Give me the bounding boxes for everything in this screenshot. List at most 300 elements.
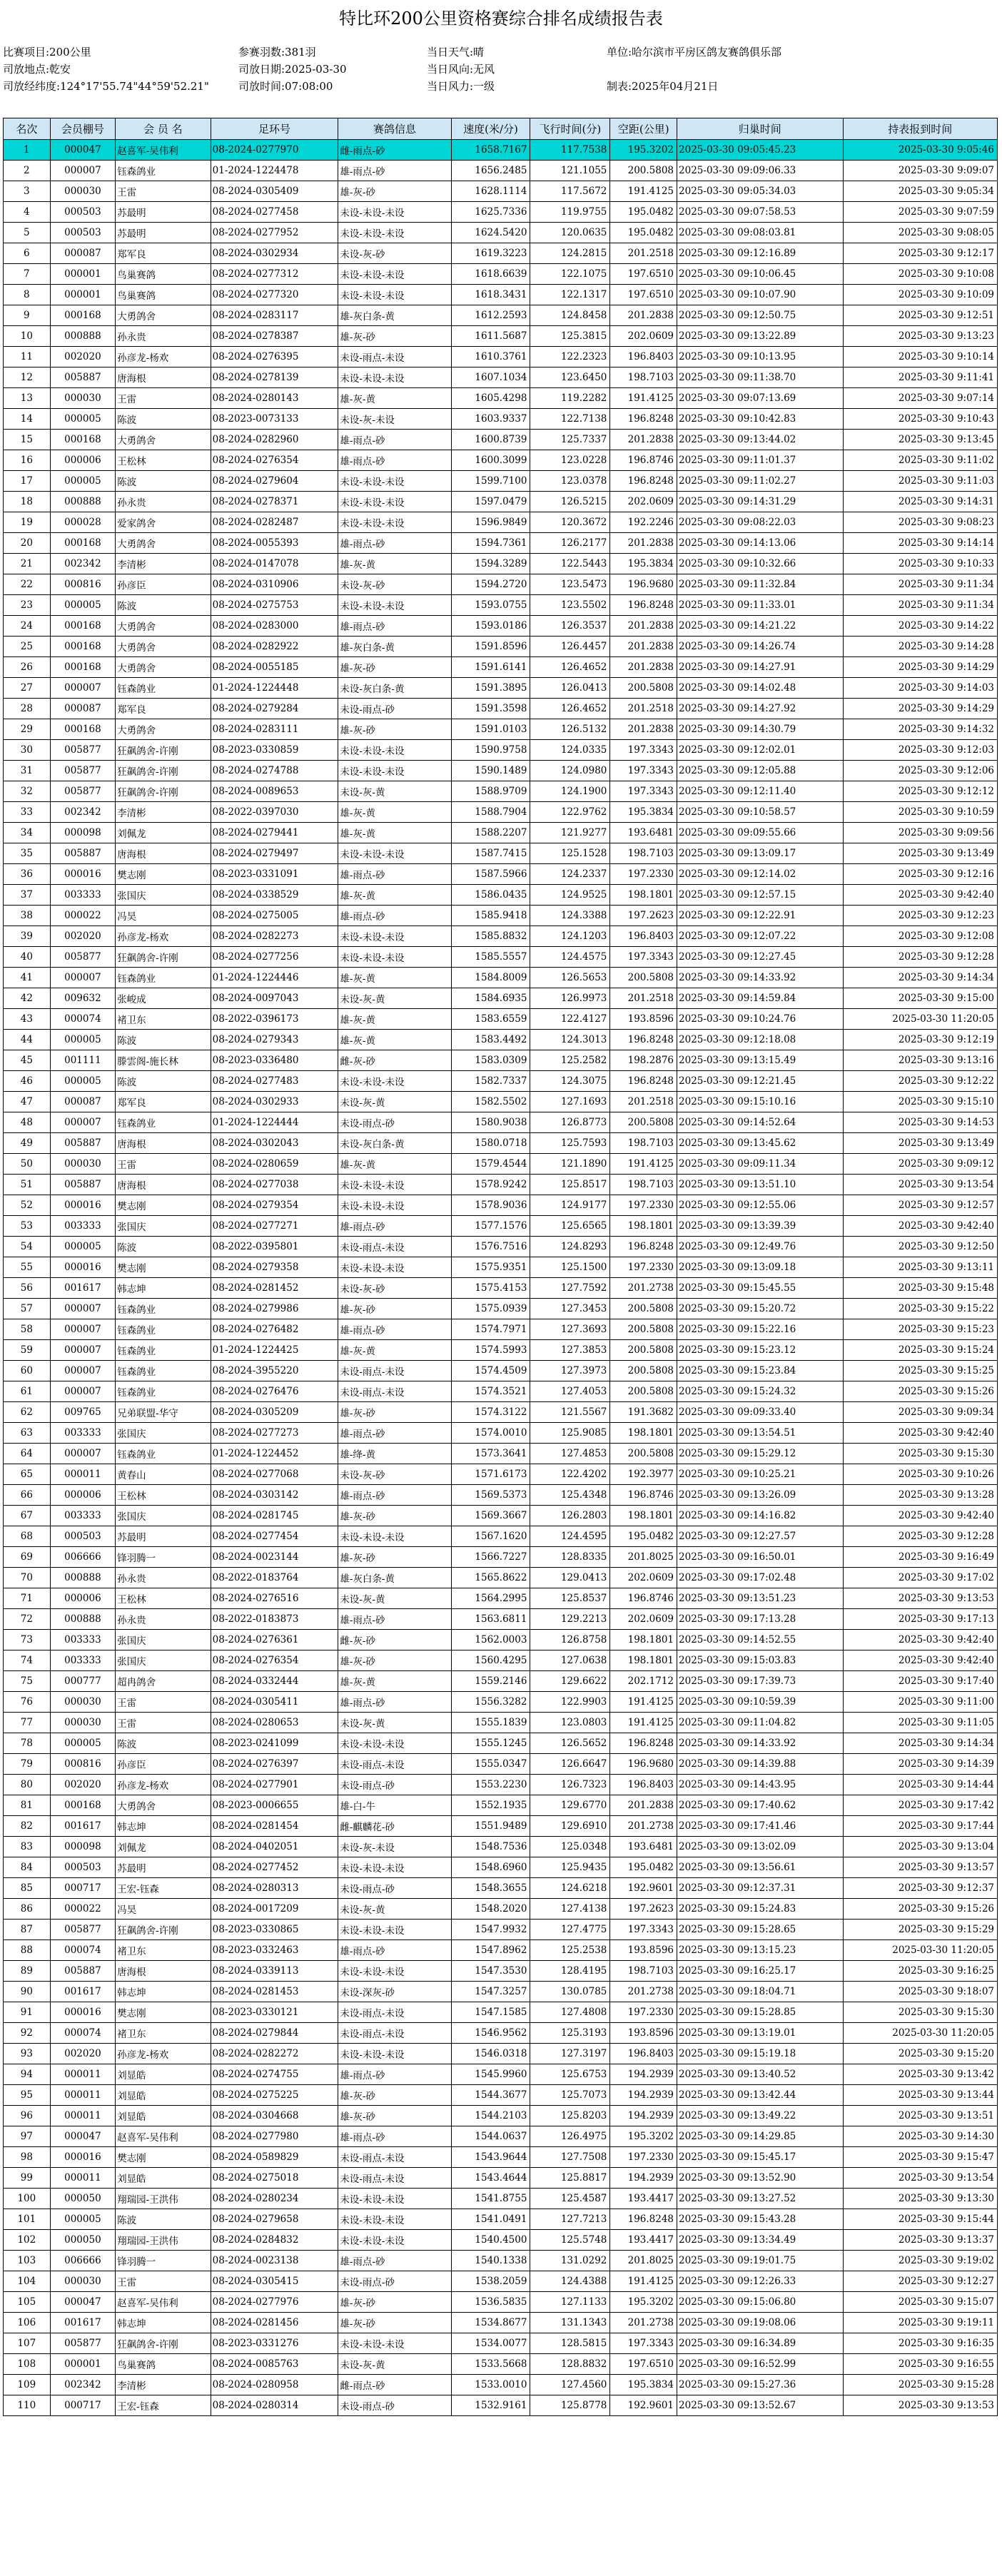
- rank-cell: 12: [4, 367, 51, 388]
- arrival-cell: 2025-03-30 09:11:02.27: [677, 471, 844, 492]
- distance-cell: 197.2330: [610, 1257, 677, 1278]
- distance-cell: 196.8248: [610, 409, 677, 430]
- info-row-1: [3, 43, 995, 60]
- col-member-header: 会 员 名: [116, 118, 211, 140]
- col-arrival-header: 归巢时间: [677, 118, 844, 140]
- arrival-cell: 2025-03-30 09:13:42.44: [677, 2085, 844, 2106]
- member-cell: 狂飙鸽舍-许刚: [116, 761, 211, 781]
- loft-cell: 000168: [50, 430, 116, 450]
- speed-cell: 1547.1585: [451, 2002, 530, 2023]
- table-row: [4, 1071, 998, 1092]
- distance-cell: 195.3834: [610, 2375, 677, 2395]
- flight-time-cell: 124.4595: [530, 1526, 610, 1547]
- flight-time-cell: 126.5215: [530, 492, 610, 512]
- distance-cell: 200.5808: [610, 1381, 677, 1402]
- loft-cell: 000022: [50, 906, 116, 926]
- col-pigeon-info-header: 赛鸽信息: [338, 118, 451, 140]
- loft-cell: 005877: [50, 740, 116, 761]
- rank-cell: 53: [4, 1216, 51, 1237]
- pigeon-info-cell: 未设-雨点-未设: [338, 2147, 451, 2168]
- table-row: [4, 864, 998, 885]
- flight-time-cell: 125.9435: [530, 1857, 610, 1878]
- speed-cell: 1591.0103: [451, 719, 530, 740]
- report-cell: 2025-03-30 9:15:22: [843, 1299, 997, 1319]
- rank-cell: 33: [4, 802, 51, 823]
- loft-cell: 001617: [50, 1982, 116, 2002]
- loft-cell: 000503: [50, 223, 116, 243]
- speed-cell: 1541.8755: [451, 2189, 530, 2209]
- arrival-cell: 2025-03-30 09:12:22.91: [677, 906, 844, 926]
- report-cell: 2025-03-30 9:15:30: [843, 2002, 997, 2023]
- pigeon-info-cell: 雄-雨点-砂: [338, 1485, 451, 1506]
- arrival-cell: 2025-03-30 09:13:34.49: [677, 2230, 844, 2251]
- report-cell: 2025-03-30 9:15:10: [843, 1092, 997, 1112]
- table-row: [4, 1630, 998, 1650]
- ring-cell: 08-2024-0275753: [211, 595, 338, 616]
- loft-cell: 009632: [50, 988, 116, 1009]
- flight-time-cell: 127.3693: [530, 1319, 610, 1340]
- ring-cell: 08-2024-0023144: [211, 1547, 338, 1568]
- pigeon-info-cell: 雄-灰-黄: [338, 968, 451, 988]
- member-cell: 王雷: [116, 388, 211, 409]
- arrival-cell: 2025-03-30 09:12:50.75: [677, 305, 844, 326]
- report-cell: 2025-03-30 9:11:03: [843, 471, 997, 492]
- loft-cell: 001617: [50, 2313, 116, 2333]
- member-cell: 王松林: [116, 1588, 211, 1609]
- arrival-cell: 2025-03-30 09:15:06.80: [677, 2292, 844, 2313]
- member-cell: 赵喜军-吴伟利: [116, 2292, 211, 2313]
- pigeon-info-cell: 未设-雨点-未设: [338, 347, 451, 367]
- speed-cell: 1538.2059: [451, 2271, 530, 2292]
- distance-cell: 200.5808: [610, 1319, 677, 1340]
- rank-cell: 32: [4, 781, 51, 802]
- report-cell: 2025-03-30 9:12:27: [843, 2271, 997, 2292]
- report-cell: 2025-03-30 9:15:25: [843, 1361, 997, 1381]
- loft-cell: 009765: [50, 1402, 116, 1423]
- pigeon-info-cell: 雄-灰-黄: [338, 1340, 451, 1361]
- rank-cell: 77: [4, 1713, 51, 1733]
- distance-cell: 193.6481: [610, 823, 677, 843]
- loft-cell: 000011: [50, 2064, 116, 2085]
- report-cell: 2025-03-30 9:13:30: [843, 2189, 997, 2209]
- loft-cell: 000503: [50, 1526, 116, 1547]
- member-cell: 鸟巢赛鸽: [116, 264, 211, 285]
- loft-cell: 000016: [50, 1195, 116, 1216]
- distance-cell: 201.2518: [610, 1092, 677, 1112]
- report-cell: 2025-03-30 9:13:49: [843, 843, 997, 864]
- speed-cell: 1560.4295: [451, 1650, 530, 1671]
- ring-cell: 08-2024-0280313: [211, 1878, 338, 1899]
- table-row: [4, 1299, 998, 1319]
- rank-cell: 24: [4, 616, 51, 637]
- rank-cell: 8: [4, 285, 51, 305]
- report-cell: 2025-03-30 9:13:54: [843, 1175, 997, 1195]
- loft-cell: 000098: [50, 1837, 116, 1857]
- pigeon-info-cell: 未设-未设-未设: [338, 492, 451, 512]
- report-cell: 2025-03-30 9:15:30: [843, 1444, 997, 1464]
- loft-cell: 000888: [50, 1568, 116, 1588]
- pigeon-info-cell: 雄-灰-砂: [338, 181, 451, 202]
- flight-time-cell: 125.6753: [530, 2064, 610, 2085]
- speed-cell: 1555.0347: [451, 1754, 530, 1775]
- distance-cell: 198.1801: [610, 1423, 677, 1444]
- rank-cell: 72: [4, 1609, 51, 1630]
- speed-cell: 1552.1935: [451, 1795, 530, 1816]
- member-cell: 苏最明: [116, 1526, 211, 1547]
- arrival-cell: 2025-03-30 09:13:54.51: [677, 1423, 844, 1444]
- ring-cell: 01-2024-1224478: [211, 161, 338, 181]
- report-cell: 2025-03-30 9:12:23: [843, 906, 997, 926]
- distance-cell: 201.8025: [610, 1547, 677, 1568]
- table-row: [4, 471, 998, 492]
- speed-cell: 1583.0309: [451, 1050, 530, 1071]
- flight-time-cell: 123.0803: [530, 1713, 610, 1733]
- arrival-cell: 2025-03-30 09:11:38.70: [677, 367, 844, 388]
- pigeon-info-cell: 未设-灰-砂: [338, 1464, 451, 1485]
- member-cell: 樊志刚: [116, 1195, 211, 1216]
- ring-cell: 08-2024-0275225: [211, 2085, 338, 2106]
- loft-cell: 000005: [50, 2209, 116, 2230]
- distance-cell: 202.0609: [610, 492, 677, 512]
- pigeon-info-cell: 雄-雨点-砂: [338, 906, 451, 926]
- arrival-cell: 2025-03-30 09:12:18.08: [677, 1030, 844, 1050]
- loft-cell: 000047: [50, 2292, 116, 2313]
- ring-cell: 08-2024-0274788: [211, 761, 338, 781]
- table-row: [4, 1112, 998, 1133]
- table-row: [4, 2064, 998, 2085]
- ring-cell: 08-2024-0276397: [211, 1754, 338, 1775]
- distance-cell: 201.2838: [610, 1795, 677, 1816]
- arrival-cell: 2025-03-30 09:15:24.32: [677, 1381, 844, 1402]
- info-release-time: 司放时间:07:08:00: [238, 80, 333, 93]
- member-cell: 狂飙鸽舍-许刚: [116, 781, 211, 802]
- arrival-cell: 2025-03-30 09:05:34.03: [677, 181, 844, 202]
- flight-time-cell: 125.8817: [530, 2168, 610, 2189]
- pigeon-info-cell: 雄-灰白条-黄: [338, 305, 451, 326]
- arrival-cell: 2025-03-30 09:14:33.92: [677, 968, 844, 988]
- rank-cell: 30: [4, 740, 51, 761]
- flight-time-cell: 124.1900: [530, 781, 610, 802]
- member-cell: 樊志刚: [116, 1257, 211, 1278]
- flight-time-cell: 125.8517: [530, 1175, 610, 1195]
- table-row: [4, 2044, 998, 2064]
- flight-time-cell: 128.4195: [530, 1961, 610, 1982]
- speed-cell: 1628.1114: [451, 181, 530, 202]
- flight-time-cell: 122.9762: [530, 802, 610, 823]
- distance-cell: 198.2876: [610, 1050, 677, 1071]
- speed-cell: 1547.3257: [451, 1982, 530, 2002]
- flight-time-cell: 117.5672: [530, 181, 610, 202]
- report-cell: 2025-03-30 9:14:29: [843, 657, 997, 678]
- distance-cell: 196.8248: [610, 1237, 677, 1257]
- table-row: [4, 533, 998, 554]
- speed-cell: 1599.7100: [451, 471, 530, 492]
- rank-cell: 90: [4, 1982, 51, 2002]
- distance-cell: 196.9680: [610, 1754, 677, 1775]
- table-row: [4, 450, 998, 471]
- flight-time-cell: 124.2815: [530, 243, 610, 264]
- loft-cell: 000011: [50, 2085, 116, 2106]
- member-cell: 褚卫东: [116, 1940, 211, 1961]
- report-cell: 2025-03-30 9:17:40: [843, 1671, 997, 1692]
- pigeon-info-cell: 未设-未设-未设: [338, 264, 451, 285]
- rank-cell: 40: [4, 947, 51, 968]
- flight-time-cell: 128.5815: [530, 2333, 610, 2354]
- arrival-cell: 2025-03-30 09:13:09.17: [677, 843, 844, 864]
- ring-cell: 08-2024-0277452: [211, 1857, 338, 1878]
- member-cell: 张峻成: [116, 988, 211, 1009]
- speed-cell: 1534.0077: [451, 2333, 530, 2354]
- arrival-cell: 2025-03-30 09:10:25.21: [677, 1464, 844, 1485]
- member-cell: 钰森鸽业: [116, 1444, 211, 1464]
- table-row: [4, 1609, 998, 1630]
- flight-time-cell: 126.4652: [530, 657, 610, 678]
- table-row: [4, 2168, 998, 2189]
- arrival-cell: 2025-03-30 09:13:02.09: [677, 1837, 844, 1857]
- flight-time-cell: 125.4348: [530, 1485, 610, 1506]
- pigeon-info-cell: 未设-未设-未设: [338, 1175, 451, 1195]
- arrival-cell: 2025-03-30 09:13:15.49: [677, 1050, 844, 1071]
- distance-cell: 197.6510: [610, 264, 677, 285]
- flight-time-cell: 123.0378: [530, 471, 610, 492]
- table-row: [4, 1444, 998, 1464]
- pigeon-info-cell: 雄-灰-黄: [338, 554, 451, 574]
- loft-cell: 000030: [50, 388, 116, 409]
- table-row: [4, 1030, 998, 1050]
- report-cell: 2025-03-30 9:42:40: [843, 885, 997, 906]
- arrival-cell: 2025-03-30 09:16:50.01: [677, 1547, 844, 1568]
- speed-cell: 1625.7336: [451, 202, 530, 223]
- table-row: [4, 1961, 998, 1982]
- ring-cell: 08-2024-0279844: [211, 2023, 338, 2044]
- flight-time-cell: 122.1317: [530, 285, 610, 305]
- arrival-cell: 2025-03-30 09:14:30.79: [677, 719, 844, 740]
- member-cell: 狂飙鸽舍-许刚: [116, 947, 211, 968]
- loft-cell: 005887: [50, 1175, 116, 1195]
- speed-cell: 1582.7337: [451, 1071, 530, 1092]
- table-row: [4, 1754, 998, 1775]
- table-row: [4, 1733, 998, 1754]
- arrival-cell: 2025-03-30 09:15:10.16: [677, 1092, 844, 1112]
- speed-cell: 1547.3530: [451, 1961, 530, 1982]
- report-cell: 2025-03-30 9:14:53: [843, 1112, 997, 1133]
- loft-cell: 000777: [50, 1671, 116, 1692]
- rank-cell: 88: [4, 1940, 51, 1961]
- member-cell: 钰森鸽业: [116, 1381, 211, 1402]
- rank-cell: 9: [4, 305, 51, 326]
- arrival-cell: 2025-03-30 09:13:52.67: [677, 2395, 844, 2416]
- member-cell: 陈波: [116, 595, 211, 616]
- rank-cell: 38: [4, 906, 51, 926]
- loft-cell: 000816: [50, 574, 116, 595]
- loft-cell: 000016: [50, 2002, 116, 2023]
- report-cell: 2025-03-30 9:18:07: [843, 1982, 997, 2002]
- pigeon-info-cell: 雄-灰-黄: [338, 1009, 451, 1030]
- member-cell: 李清彬: [116, 2375, 211, 2395]
- speed-cell: 1543.4644: [451, 2168, 530, 2189]
- member-cell: 张国庆: [116, 1506, 211, 1526]
- loft-cell: 006666: [50, 2251, 116, 2271]
- pigeon-info-cell: 雄-灰-砂: [338, 326, 451, 347]
- distance-cell: 197.3343: [610, 740, 677, 761]
- table-row: [4, 1257, 998, 1278]
- speed-cell: 1532.9161: [451, 2395, 530, 2416]
- pigeon-info-cell: 未设-灰-未设: [338, 409, 451, 430]
- speed-cell: 1588.9709: [451, 781, 530, 802]
- member-cell: 唐海根: [116, 843, 211, 864]
- table-row: [4, 802, 998, 823]
- table-row: [4, 1319, 998, 1340]
- report-cell: 2025-03-30 9:08:05: [843, 223, 997, 243]
- speed-cell: 1593.0755: [451, 595, 530, 616]
- distance-cell: 194.2939: [610, 2168, 677, 2189]
- flight-time-cell: 125.7593: [530, 1133, 610, 1154]
- flight-time-cell: 127.4053: [530, 1381, 610, 1402]
- distance-cell: 191.4125: [610, 2271, 677, 2292]
- arrival-cell: 2025-03-30 09:13:40.52: [677, 2064, 844, 2085]
- report-cell: 2025-03-30 9:16:25: [843, 1961, 997, 1982]
- distance-cell: 198.7103: [610, 1133, 677, 1154]
- ring-cell: 08-2024-0055185: [211, 657, 338, 678]
- flight-time-cell: 127.7592: [530, 1278, 610, 1299]
- ring-cell: 08-2024-0085763: [211, 2354, 338, 2375]
- loft-cell: 002020: [50, 1775, 116, 1795]
- distance-cell: 196.8746: [610, 1485, 677, 1506]
- pigeon-info-cell: 雄-灰-黄: [338, 823, 451, 843]
- member-cell: 孙彦龙-杨欢: [116, 926, 211, 947]
- speed-cell: 1574.4509: [451, 1361, 530, 1381]
- speed-cell: 1603.9337: [451, 409, 530, 430]
- rank-cell: 107: [4, 2333, 51, 2354]
- arrival-cell: 2025-03-30 09:09:33.40: [677, 1402, 844, 1423]
- distance-cell: 200.5808: [610, 678, 677, 699]
- report-cell: 2025-03-30 9:15:26: [843, 1381, 997, 1402]
- flight-time-cell: 127.1133: [530, 2292, 610, 2313]
- table-row: [4, 740, 998, 761]
- speed-cell: 1618.6639: [451, 264, 530, 285]
- speed-cell: 1574.7971: [451, 1319, 530, 1340]
- table-row: [4, 2375, 998, 2395]
- flight-time-cell: 120.3672: [530, 512, 610, 533]
- loft-cell: 000047: [50, 2126, 116, 2147]
- speed-cell: 1578.9036: [451, 1195, 530, 1216]
- speed-cell: 1547.8962: [451, 1940, 530, 1961]
- distance-cell: 196.8248: [610, 471, 677, 492]
- distance-cell: 191.4125: [610, 1713, 677, 1733]
- report-cell: 2025-03-30 9:14:30: [843, 2126, 997, 2147]
- flight-time-cell: 125.7073: [530, 2085, 610, 2106]
- col-loft-header: 会员棚号: [50, 118, 116, 140]
- arrival-cell: 2025-03-30 09:14:02.48: [677, 678, 844, 699]
- distance-cell: 201.2738: [610, 2313, 677, 2333]
- rank-cell: 58: [4, 1319, 51, 1340]
- arrival-cell: 2025-03-30 09:07:13.69: [677, 388, 844, 409]
- table-row: [4, 1175, 998, 1195]
- table-row: [4, 1237, 998, 1257]
- member-cell: 李清彬: [116, 802, 211, 823]
- distance-cell: 197.2330: [610, 1195, 677, 1216]
- loft-cell: 005877: [50, 781, 116, 802]
- table-row: [4, 326, 998, 347]
- pigeon-info-cell: 未设-雨点-未设: [338, 2023, 451, 2044]
- flight-time-cell: 126.5652: [530, 1733, 610, 1754]
- table-row: [4, 1878, 998, 1899]
- report-cell: 2025-03-30 9:12:57: [843, 1195, 997, 1216]
- arrival-cell: 2025-03-30 09:12:21.45: [677, 1071, 844, 1092]
- table-row: [4, 719, 998, 740]
- ring-cell: 08-2024-0282273: [211, 926, 338, 947]
- flight-time-cell: 123.6450: [530, 367, 610, 388]
- loft-cell: 000007: [50, 1361, 116, 1381]
- member-cell: 褚卫东: [116, 2023, 211, 2044]
- speed-cell: 1576.7516: [451, 1237, 530, 1257]
- member-cell: 刘佩龙: [116, 1837, 211, 1857]
- distance-cell: 195.3202: [610, 140, 677, 161]
- rank-cell: 5: [4, 223, 51, 243]
- distance-cell: 193.6481: [610, 1837, 677, 1857]
- loft-cell: 000168: [50, 637, 116, 657]
- member-cell: 郑军良: [116, 699, 211, 719]
- speed-cell: 1610.3761: [451, 347, 530, 367]
- member-cell: 狂飙鸽舍-许刚: [116, 740, 211, 761]
- ring-cell: 08-2024-0275018: [211, 2168, 338, 2189]
- pigeon-info-cell: 雄-灰-黄: [338, 388, 451, 409]
- arrival-cell: 2025-03-30 09:14:52.55: [677, 1630, 844, 1650]
- pigeon-info-cell: 雄-灰白条-黄: [338, 1568, 451, 1588]
- distance-cell: 196.8403: [610, 926, 677, 947]
- speed-cell: 1553.2230: [451, 1775, 530, 1795]
- report-cell: 2025-03-30 9:07:14: [843, 388, 997, 409]
- speed-cell: 1569.3667: [451, 1506, 530, 1526]
- table-row: [4, 2271, 998, 2292]
- ring-cell: 08-2024-0282960: [211, 430, 338, 450]
- table-row: [4, 1340, 998, 1361]
- distance-cell: 201.2838: [610, 719, 677, 740]
- ring-cell: 08-2024-0275005: [211, 906, 338, 926]
- loft-cell: 003333: [50, 1506, 116, 1526]
- pigeon-info-cell: 雌-麒麟花-砂: [338, 1816, 451, 1837]
- arrival-cell: 2025-03-30 09:19:01.75: [677, 2251, 844, 2271]
- loft-cell: 000006: [50, 450, 116, 471]
- distance-cell: 194.2939: [610, 2064, 677, 2085]
- ring-cell: 08-2024-0277901: [211, 1775, 338, 1795]
- flight-time-cell: 125.7337: [530, 430, 610, 450]
- distance-cell: 202.0609: [610, 1568, 677, 1588]
- flight-time-cell: 123.5473: [530, 574, 610, 595]
- ring-cell: 08-2024-0089653: [211, 781, 338, 802]
- loft-cell: 000005: [50, 1237, 116, 1257]
- ring-cell: 08-2024-0283111: [211, 719, 338, 740]
- distance-cell: 197.2330: [610, 2002, 677, 2023]
- report-cell: 2025-03-30 9:05:34: [843, 181, 997, 202]
- ring-cell: 08-2024-0278371: [211, 492, 338, 512]
- table-row: [4, 678, 998, 699]
- info-race-item: 比赛项目:200公里: [3, 46, 91, 59]
- member-cell: 狂飙鸽舍-许刚: [116, 1920, 211, 1940]
- report-cell: 2025-03-30 9:16:55: [843, 2354, 997, 2375]
- table-row: [4, 926, 998, 947]
- member-cell: 大勇鸽舍: [116, 305, 211, 326]
- pigeon-info-cell: 未设-未设-未设: [338, 740, 451, 761]
- flight-time-cell: 126.5653: [530, 968, 610, 988]
- flight-time-cell: 127.7213: [530, 2209, 610, 2230]
- rank-cell: 85: [4, 1878, 51, 1899]
- member-cell: 大勇鸽舍: [116, 616, 211, 637]
- report-cell: 2025-03-30 9:09:34: [843, 1402, 997, 1423]
- distance-cell: 195.3834: [610, 802, 677, 823]
- member-cell: 孙永贵: [116, 1568, 211, 1588]
- speed-cell: 1584.8009: [451, 968, 530, 988]
